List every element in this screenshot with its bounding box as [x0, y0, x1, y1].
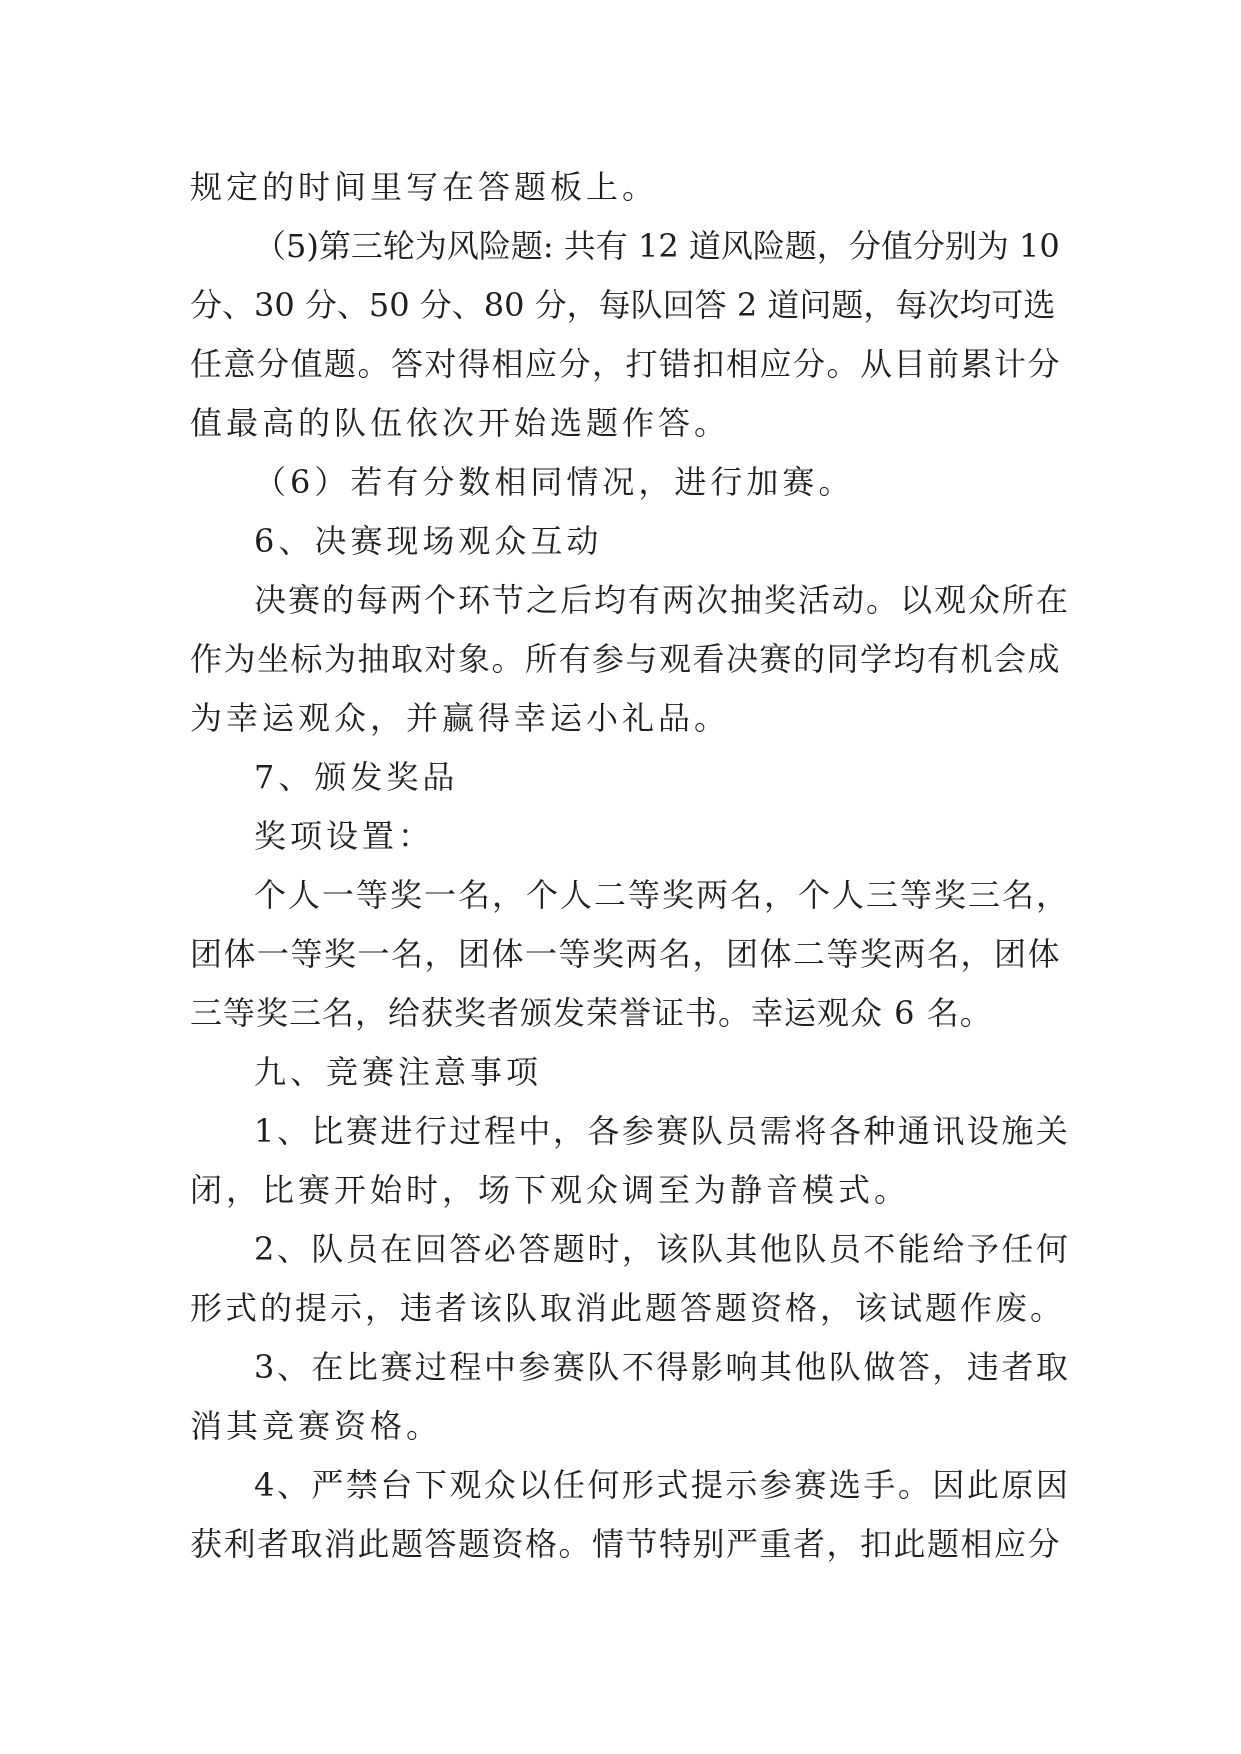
text-line: 1、比赛进行过程中，各参赛队员需将各种通讯设施关	[254, 1112, 1071, 1150]
text-line: （6）若有分数相同情况，进行加赛。	[254, 463, 855, 501]
section-heading: 6、决赛现场观众互动	[254, 522, 603, 560]
text-line: 2、队员在回答必答题时，该队其他队员不能给予任何	[254, 1230, 1071, 1268]
text-line: 形式的提示，违者该队取消此题答题资格，该试题作废。	[190, 1289, 1066, 1327]
text-line: 值最高的队伍依次开始选题作答。	[190, 404, 731, 442]
text-line: 获利者取消此题答题资格。情节特别严重者，扣此题相应分	[190, 1525, 1062, 1563]
text-line: 团体一等奖一名，团体一等奖两名，团体二等奖两名，团体	[190, 935, 1062, 973]
text-line: 作为坐标为抽取对象。所有参与观看决赛的同学均有机会成	[190, 640, 1062, 678]
text-line: 规定的时间里写在答题板上。	[190, 168, 659, 206]
text-line: 4、严禁台下观众以任何形式提示参赛选手。因此原因	[254, 1466, 1071, 1504]
text-line: 奖项设置：	[254, 817, 435, 855]
section-heading: 7、颁发奖品	[254, 758, 459, 796]
section-heading: 九、竞赛注意事项	[254, 1053, 543, 1091]
text-line: （5)第三轮为风险题: 共有 12 道风险题，分值分别为 10	[254, 227, 1060, 265]
text-line: 任意分值题。答对得相应分，打错扣相应分。从目前累计分	[190, 345, 1062, 383]
text-line: 决赛的每两个环节之后均有两次抽奖活动。以观众所在	[254, 581, 1071, 619]
text-line: 3、在比赛过程中参赛队不得影响其他队做答，违者取	[254, 1348, 1071, 1386]
text-line: 分、30 分、50 分、80 分，每队回答 2 道问题，每次均可选	[190, 286, 1056, 324]
text-line: 三等奖三名，给获奖者颁发荣誉证书。幸运观众 6 名。	[190, 994, 993, 1032]
text-line: 消其竞赛资格。	[190, 1407, 443, 1445]
text-line: 个人一等奖一名，个人二等奖两名，个人三等奖三名，	[254, 876, 1071, 914]
text-line: 为幸运观众，并赢得幸运小礼品。	[190, 699, 731, 737]
text-line: 闭，比赛开始时，场下观众调至为静音模式。	[190, 1171, 911, 1209]
